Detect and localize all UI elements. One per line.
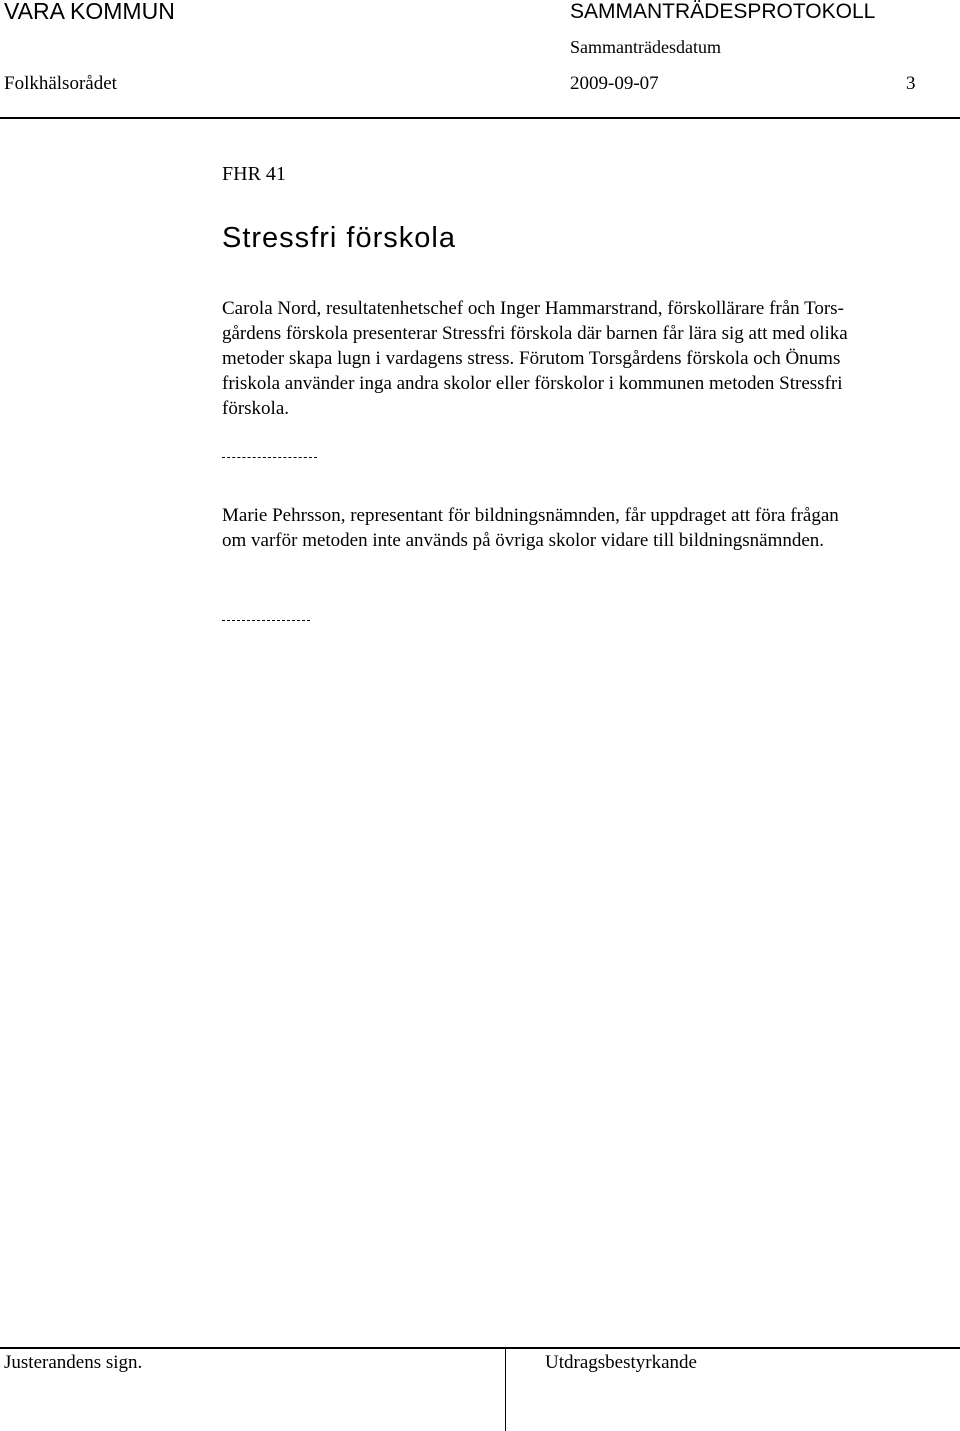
paragraph-assignment xyxy=(222,503,839,553)
paragraph-line: metoder skapa lugn i vardagens stress. Förutom Torsgårdens förskola och Önums xyxy=(222,348,841,369)
paragraph-line: friskola använder inga andra skolor eller förskolor i kommunen metoden Stressfri xyxy=(222,373,843,394)
adjuster-signature-label: Justerandens sign. xyxy=(4,1352,143,1373)
footer-column-divider xyxy=(505,1349,506,1431)
section-separator xyxy=(222,457,317,458)
paragraph-line: gårdens förskola presenterar Stressfri förskola där barnen får lära sig att med olika xyxy=(222,323,848,344)
footer-divider xyxy=(0,1347,960,1349)
meeting-date: 2009-09-07 xyxy=(570,73,659,94)
paragraph-presentation xyxy=(222,296,848,421)
item-title: Stressfri förskola xyxy=(222,222,456,254)
header-divider xyxy=(0,117,960,119)
paragraph-line: om varför metoden inte används på övriga skolor vidare till bildningsnämnden. xyxy=(222,530,825,551)
paragraph-line: Carola Nord, resultatenhetschef och Inger Hammarstrand, förskollärare från Tors- xyxy=(222,298,844,319)
paragraph-line: förskola. xyxy=(222,398,290,419)
municipality-name: VARA KOMMUN xyxy=(4,0,175,24)
page-number: 3 xyxy=(906,73,916,94)
extract-certification-label: Utdragsbestyrkande xyxy=(545,1352,697,1373)
case-number: FHR 41 xyxy=(222,163,286,185)
meeting-date-label: Sammanträdesdatum xyxy=(570,37,721,57)
document-type: SAMMANTRÄDESPROTOKOLL xyxy=(570,0,876,23)
committee-name: Folkhälsorådet xyxy=(4,73,117,94)
paragraph-line: Marie Pehrsson, representant för bildningsnämnden, får uppdraget att föra frågan xyxy=(222,505,839,526)
section-separator xyxy=(222,620,310,621)
